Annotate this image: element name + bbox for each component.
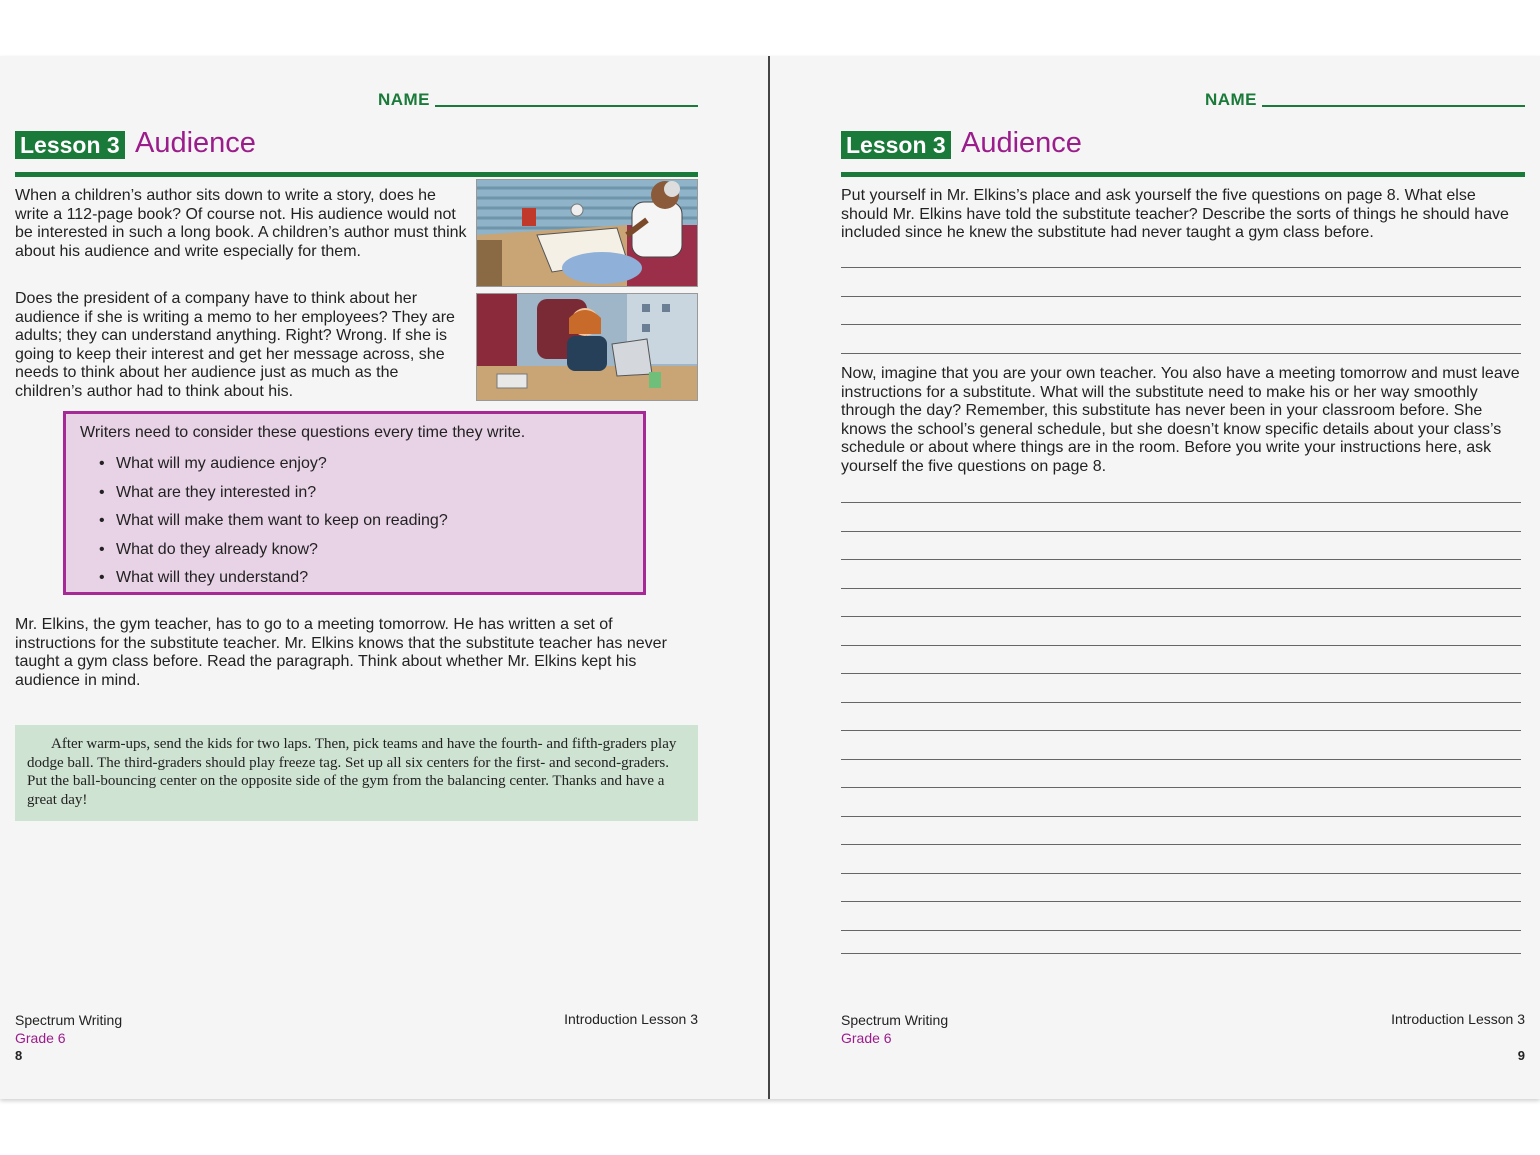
answer-line[interactable] [841,930,1521,931]
answer-line[interactable] [841,759,1521,760]
footer-grade: Grade 6 [15,1030,66,1046]
answer-line[interactable] [841,531,1521,532]
name-field [1205,90,1525,110]
answer-line[interactable] [841,702,1521,703]
footer-series [841,1011,948,1047]
name-line[interactable] [435,104,698,107]
name-field [378,90,698,110]
answer-line[interactable] [841,787,1521,788]
author-writing-illustration [476,179,698,287]
businesswoman-laptop-illustration [476,293,698,401]
footer-series [15,1011,122,1047]
right-page [841,56,1525,1099]
list-item: • What are they interested in? [116,479,629,508]
footer-series-title: Spectrum Writing [841,1012,949,1028]
answer-line[interactable] [841,559,1521,560]
list-item: • What do they already know? [116,536,629,565]
answer-line[interactable] [841,844,1521,845]
writing-prompt-1: Put yourself in Mr. Elkins’s place and ask yourself the five questions on page 8. What else should Mr. Elkins have told the substitute teacher? Describe the sorts of things he should have included since he knew the substitute had never taught a gym class before. [841,187,1509,242]
name-label: NAME [377,90,430,109]
answer-line[interactable] [841,502,1521,503]
lesson-badge: Lesson 3 [15,131,125,159]
answer-line[interactable] [841,730,1521,731]
lesson-header [15,128,698,177]
left-page [15,56,698,1099]
footer-grade: Grade 6 [841,1030,892,1046]
writing-prompt-2: Now, imagine that you are your own teacher. You also have a meeting tomorrow and must leave instructions for a substitute. What will the substitute need to make his or her way smoothly through the day? Remember, this substitute has never been in your classroom before. She knows the school’s general schedule, but she doesn’t know specific details about your class’s schedule or about where things are in the room. Before you write your instructions here, ask yourself the five questions on page 8. [841,365,1520,475]
answer-line[interactable] [841,616,1521,617]
name-label: NAME [1204,90,1257,109]
lesson-title: Audience [135,127,256,159]
questions-intro: Writers need to consider these questions every time they write. [80,424,526,441]
lesson-header [841,128,1525,177]
list-item: • What will they understand? [116,564,629,593]
answer-line[interactable] [841,901,1521,902]
answer-line[interactable] [841,645,1521,646]
intro-paragraph-2: Does the president of a company have to think about her audience if she is writing a memo to her employees? They are adults; they can understand anything. Right? Wrong. If she is going to keep their interest and get her message across, she needs to think about her audience just as much as the children’s author had to think about his. [15,290,455,400]
audience-questions-box [63,411,646,595]
answer-line[interactable] [841,953,1521,954]
lesson-title: Audience [961,127,1082,159]
name-line[interactable] [1262,104,1525,107]
footer-series-title: Spectrum Writing [15,1012,123,1028]
questions-list [80,450,629,593]
page-number: 8 [15,1048,23,1063]
workbook-spread [0,56,1540,1099]
list-item: • What will make them want to keep on reading? [116,507,629,536]
list-item: • What will my audience enjoy? [116,450,629,479]
answer-line[interactable] [841,296,1521,297]
footer-section: Introduction Lesson 3 [564,1011,698,1027]
answer-line[interactable] [841,816,1521,817]
page-gutter [768,56,770,1099]
answer-line[interactable] [841,267,1521,268]
answer-line[interactable] [841,588,1521,589]
instructions-paragraph: Mr. Elkins, the gym teacher, has to go to a meeting tomorrow. He has written a set of instructions for the substitute teacher. Mr. Elkins knows that the substitute teacher has never taught a gym class before. Read the paragraph. Think about whether Mr. Elkins kept his audience in mind. [15,616,667,689]
answer-line[interactable] [841,353,1521,354]
answer-line[interactable] [841,873,1521,874]
intro-paragraph-1: When a children’s author sits down to write a story, does he write a 112-page book? Of course not. His audience would not be interested in such a long book. A children’s author must think about his audience and write especially for them. [15,187,467,260]
page-number: 9 [1517,1048,1525,1063]
answer-line[interactable] [841,324,1521,325]
answer-line[interactable] [841,673,1521,674]
footer-section: Introduction Lesson 3 [1391,1011,1525,1027]
excerpt-box: After warm-ups, send the kids for two laps. Then, pick teams and have the fourth- and fifth-graders play dodge ball. The third-graders should play freeze tag. Set up all six centers for the first- and second-graders. Put the ball-bouncing center on the opposite side of the gym from the balancing center. Thanks and have a great day! [15,725,698,821]
lesson-badge: Lesson 3 [841,131,951,159]
